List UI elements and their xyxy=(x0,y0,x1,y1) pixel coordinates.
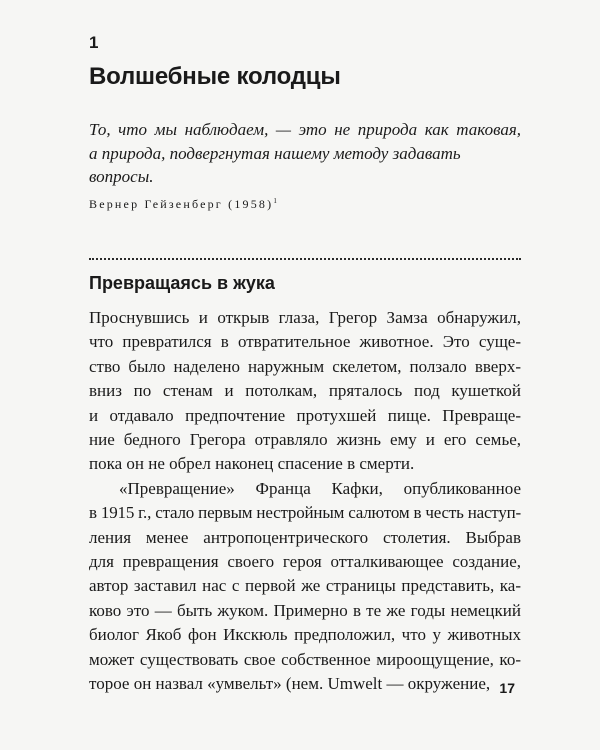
text-line: «Превращение» Франца Кафки, опубликованное xyxy=(119,478,521,498)
epigraph-line: То, что мы наблюдаем, — это не природа как таковая, xyxy=(89,120,521,139)
text-line: биолог Якоб фон Икскюль предположил, что у животных xyxy=(89,625,521,645)
page-number: 17 xyxy=(499,680,515,696)
epigraph-author-name: Вернер Гейзенберг (1958) xyxy=(89,197,274,211)
text-line: автор заставил нас с первой же страницы представить, ка- xyxy=(89,576,521,596)
text-line: и отдавало предпочтение протухшей пище. Превраще- xyxy=(89,405,521,425)
text-line: может существовать свое собственное мироощущение, ко- xyxy=(89,649,521,669)
text-line: в 1915 г., стало первым нестройным салютом в честь наступ- xyxy=(89,503,521,523)
section-divider xyxy=(89,258,521,260)
paragraph xyxy=(89,477,521,697)
text-line: ления менее антропоцентрического столетия. Выбрав xyxy=(89,527,521,547)
chapter-number: 1 xyxy=(89,33,99,52)
footnote-marker: 1 xyxy=(273,197,277,205)
text-line: Проснувшись и открыв глаза, Грегор Замза обнаружил, xyxy=(89,308,521,327)
body-text xyxy=(89,306,521,697)
text-line: ство было наделено наружным скелетом, ползало вверх- xyxy=(89,356,521,376)
epigraph-line: а природа, подвергнутая нашему методу задавать xyxy=(89,143,461,163)
epigraph-quote xyxy=(89,118,521,189)
chapter-title: Волшебные колодцы xyxy=(89,63,341,90)
text-line: пока он не обрел наконец спасение в смерти. xyxy=(89,454,415,474)
paragraph xyxy=(89,306,521,477)
section-title: Превращаясь в жука xyxy=(89,273,275,293)
text-line: ние бедного Грегора отравляло жизнь ему и его семье, xyxy=(89,430,521,450)
epigraph-author xyxy=(89,197,277,212)
text-line: для превращения своего героя отталкивающее создание, xyxy=(89,552,521,572)
text-line: торое он назвал «умвельт» (нем. Umwelt — окружение, xyxy=(89,674,491,694)
epigraph-line: вопросы. xyxy=(89,167,154,186)
text-line: вниз по стенам и потолкам, пряталось под кушеткой xyxy=(89,381,521,401)
text-line: что превратился в отвратительное животное. Это суще- xyxy=(89,332,521,352)
text-line: ково это — быть жуком. Примерно в те же годы немецкий xyxy=(89,600,521,620)
